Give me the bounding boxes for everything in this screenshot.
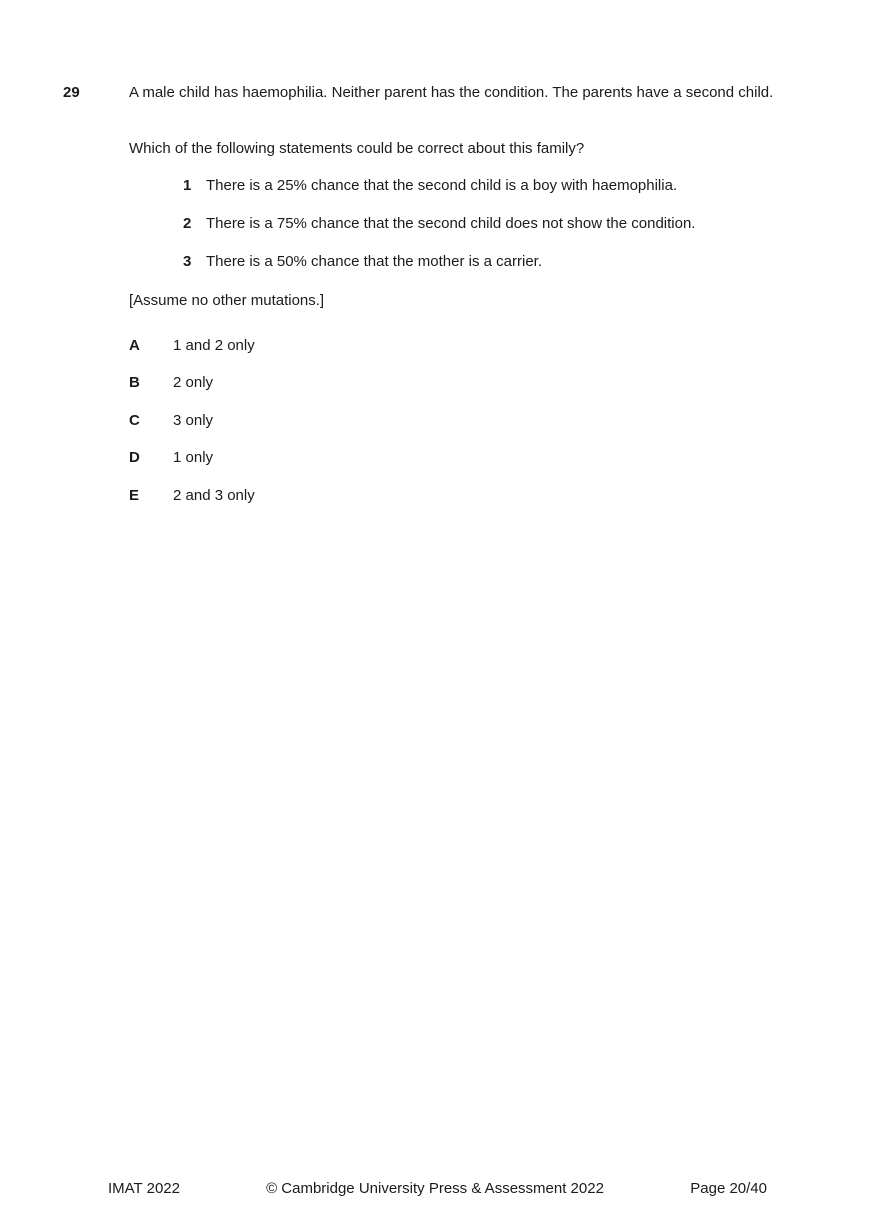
option-text: 2 and 3 only (173, 487, 255, 504)
assumption-note: [Assume no other mutations.] (129, 292, 325, 309)
option-letter: B (129, 374, 140, 391)
option-letter: A (129, 337, 140, 354)
option-letter: C (129, 412, 140, 429)
statement-text: There is a 75% chance that the second child does not show the condition. (206, 215, 696, 232)
option-text: 3 only (173, 412, 214, 429)
question-prompt: Which of the following statements could be correct about this family? (129, 140, 585, 157)
statement-text: There is a 50% chance that the mother is a carrier. (206, 253, 542, 270)
footer-copyright: © Cambridge University Press & Assessment 2022 (266, 1180, 604, 1197)
statement-text: There is a 25% chance that the second child is a boy with haemophilia. (206, 177, 678, 194)
option-letter: E (129, 487, 140, 504)
footer-exam-name: IMAT 2022 (108, 1180, 180, 1197)
footer-page-number: Page 20/40 (690, 1180, 767, 1197)
option-letter: D (129, 449, 140, 466)
question-stem: A male child has haemophilia. Neither parent has the condition. The parents have a second child. (129, 84, 774, 101)
question-number: 29 (63, 84, 80, 101)
option-text: 1 and 2 only (173, 337, 255, 354)
statement-number: 2 (183, 215, 192, 232)
option-text: 2 only (173, 374, 214, 391)
statement-number: 3 (183, 253, 192, 270)
option-text: 1 only (173, 449, 214, 466)
statement-number: 1 (183, 177, 192, 194)
